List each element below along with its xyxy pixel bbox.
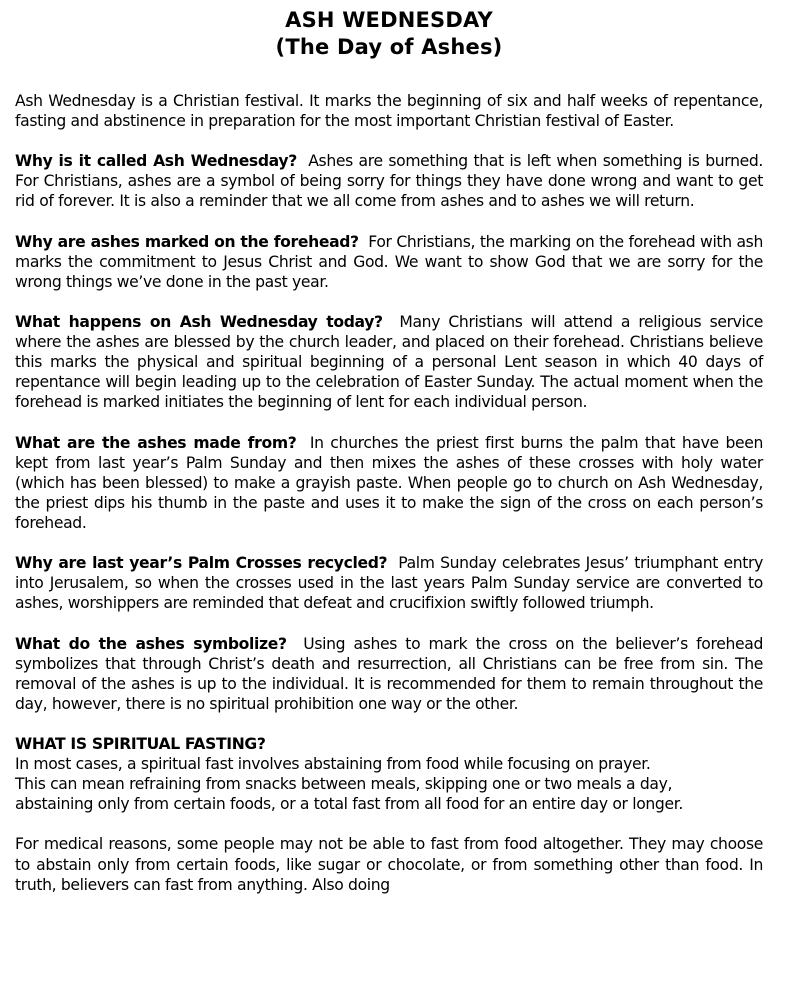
section-answer: Using ashes to mark the cross on the believer’s forehead symbolizes that through Christ’s death and resurrection, all Christians can be free from sin. The removal of the ashes is up to the individual. It is recommended for them to remain throughout the day, however, there is no spiritual prohibition one way or the other. — [15, 634, 763, 713]
section-question: What happens on Ash Wednesday today? — [15, 313, 383, 332]
section-answer: For Christians, the marking on the forehead with ash marks the commitment to Jesus Christ and God. We want to show God that we are sorry for the wrong things we’ve done in the past year. — [15, 232, 763, 291]
section-answer: Ashes are something that is left when something is burned. For Christians, ashes are a symbol of being sorry for things they have done wrong and want to get rid of forever. It is also a reminder that we all come from ashes and to ashes we will return. — [15, 152, 764, 211]
title-main: ASH WEDNESDAY — [285, 8, 493, 32]
document-title — [15, 7, 763, 61]
medical-paragraph — [15, 834, 763, 894]
fasting-line: In most cases, a spiritual fast involves abstaining from food while focusing on prayer. — [15, 755, 651, 774]
section-question: Why is it called Ash Wednesday? — [15, 152, 297, 171]
title-subtitle: (The Day of Ashes) — [275, 35, 503, 59]
section-made-from — [15, 433, 763, 533]
fasting-line: abstaining only from certain foods, or a total fast from all food for an entire day or longer. — [15, 795, 683, 814]
section-question: Why are last year’s Palm Crosses recycled? — [15, 554, 388, 573]
document-page — [15, 0, 763, 895]
intro-paragraph: Ash Wednesday is a Christian festival. It marks the beginning of six and half weeks of repentance, fasting and abstinence in preparation for the most important Christian festival of Easter. — [15, 92, 763, 131]
medical-text: For medical reasons, some people may not be able to fast from food altogether. They may choose to abstain only from certain foods, like sugar or chocolate, or from something other than food. In truth, believers can fast from anything. Also doing — [15, 835, 763, 894]
section-why-called — [15, 151, 763, 211]
section-answer: Many Christians will attend a religious service where the ashes are blessed by the church leader, and placed on their forehead. Christians believe this marks the physical and spiritual beginning of a personal Lent season in which 40 days of repentance will begin leading up to the celebration of Easter Sunday. The actual moment when the forehead is marked initiates the beginning of lent for each individual person. — [15, 313, 763, 412]
section-question: What do the ashes symbolize? — [15, 634, 287, 653]
section-palm-crosses — [15, 553, 763, 613]
fasting-line: This can mean refraining from snacks between meals, skipping one or two meals a day, — [15, 775, 673, 794]
section-forehead — [15, 232, 763, 292]
section-question: Why are ashes marked on the forehead? — [15, 232, 359, 251]
fasting-intro-paragraph — [15, 754, 763, 814]
section-answer: Palm Sunday celebrates Jesus’ triumphant entry into Jerusalem, so when the crosses used in the last years Palm Sunday service are converted to ashes, worshippers are reminded that defeat and crucifixion swiftly followed triumph. — [15, 554, 763, 613]
fasting-heading: WHAT IS SPIRITUAL FASTING? — [15, 735, 266, 753]
section-question: What are the ashes made from? — [15, 433, 297, 452]
document-body — [15, 91, 763, 895]
section-answer: In churches the priest first burns the palm that have been kept from last year’s Palm Sunday and then mixes the ashes of these crosses with holy water (which has been blessed) to make a grayish paste. When people go to church on Ash Wednesday, the priest dips his thumb in the paste and uses it to make the sign of the cross on each person’s forehead. — [15, 433, 764, 532]
section-today — [15, 312, 763, 412]
section-symbolize — [15, 634, 763, 714]
